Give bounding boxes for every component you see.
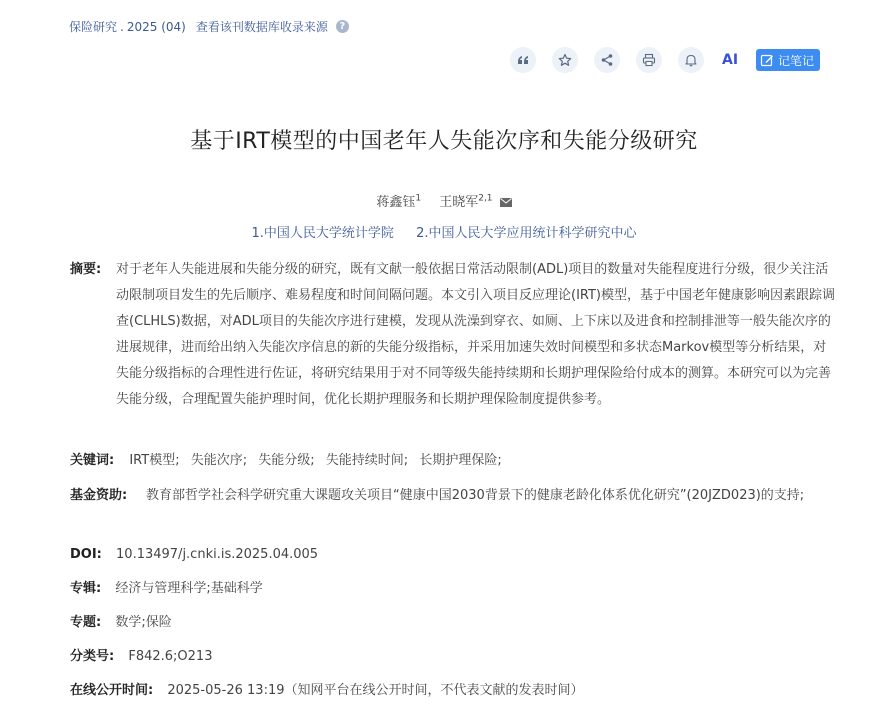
quote-icon <box>516 53 530 67</box>
edit-icon <box>760 53 774 67</box>
author-name: 王晓军 <box>439 195 479 210</box>
doi-label: DOI: <box>70 547 102 562</box>
series-label: 专辑: <box>70 581 102 596</box>
doi-value: 10.13497/j.cnki.is.2025.04.005 <box>116 547 319 562</box>
topic-value: 数学;保险 <box>115 615 172 630</box>
bell-icon <box>684 53 698 67</box>
share-icon <box>600 53 614 67</box>
author-affil-mark: 1 <box>415 193 422 204</box>
source-link[interactable]: 查看该刊数据库收录来源 <box>195 20 328 34</box>
keywords-label: 关键词: <box>70 453 115 468</box>
author-affil-mark: 2,1 <box>478 193 493 204</box>
ai-button[interactable]: AI <box>722 52 739 68</box>
help-icon[interactable]: ? <box>336 20 349 33</box>
series-row <box>70 579 263 599</box>
abstract-text: 对于老年人失能进展和失能分级的研究，既有文献一般依据日常活动限制(ADL)项目的数量对失能程度进行分级，很少关注活动限制项目发生的先后顺序、难易程度和时间间隔问题。本文引入项目反应理论(IRT)模型，基于中国老年健康影响因素跟踪调查(CLHLS)数据，对ADL项目的失能次序进行建模，发现从洗澡到穿衣、如厕、上下床以及进食和控制排泄等一般失能次序的进展规律，进而给出纳入失能次序信息的新的失能分级指标，并采用加速失效时间模型和多状态Markov模型等分析结果，对失能分级指标的合理性进行佐证，将研究结果用于对不同等级失能持续期和长期护理保险给付成本的测算。本研究可以为完善失能分级，合理配置失能护理时间，优化长期护理服务和长期护理保险制度提供参考。 <box>116 262 836 407</box>
mail-icon[interactable] <box>500 198 512 207</box>
print-button[interactable] <box>636 47 662 73</box>
abstract-section <box>70 257 835 413</box>
keyword-link[interactable]: 长期护理保险; <box>419 453 502 468</box>
affiliation-link[interactable]: 1.中国人民大学统计学院 <box>251 226 394 241</box>
affiliation-link[interactable]: 2.中国人民大学应用统计科学研究中心 <box>416 226 637 241</box>
affiliation-list <box>0 222 888 241</box>
toolbar <box>510 47 820 73</box>
online-date-value: 2025-05-26 13:19（知网平台在线公开时间，不代表文献的发表时间） <box>167 683 584 698</box>
share-button[interactable] <box>594 47 620 73</box>
online-date-row <box>70 681 584 701</box>
keywords-section <box>70 449 509 468</box>
series-value: 经济与管理科学;基础科学 <box>115 581 263 596</box>
notify-button[interactable] <box>678 47 704 73</box>
topic-label: 专题: <box>70 615 102 630</box>
issue-link[interactable]: 2025 (04) <box>126 19 186 34</box>
classification-row <box>70 647 212 667</box>
keyword-link[interactable]: 失能分级; <box>258 453 315 468</box>
author-link[interactable] <box>376 195 421 210</box>
online-date-label: 在线公开时间: <box>70 683 154 698</box>
take-note-button[interactable] <box>756 49 820 71</box>
article-title: 基于IRT模型的中国老年人失能次序和失能分级研究 <box>190 129 698 154</box>
abstract-label: 摘要: <box>70 262 102 277</box>
take-note-label: 记笔记 <box>778 53 815 68</box>
fund-section <box>70 483 835 509</box>
topic-row <box>70 613 172 633</box>
keyword-link[interactable]: IRT模型; <box>129 453 180 468</box>
keyword-link[interactable]: 失能持续时间; <box>325 453 409 468</box>
quote-button[interactable] <box>510 47 536 73</box>
author-list <box>0 191 888 210</box>
breadcrumb-separator: . <box>120 19 124 34</box>
author-name: 蒋鑫钰 <box>376 195 416 210</box>
journal-link[interactable]: 保险研究 <box>69 20 118 34</box>
fund-link[interactable]: 教育部哲学社会科学研究重大课题攻关项目“健康中国2030背景下的健康老龄化体系优化研究”(20JZD023)的支持; <box>146 488 805 503</box>
favorite-button[interactable] <box>552 47 578 73</box>
doi-row <box>70 545 318 565</box>
classification-value: F842.6;O213 <box>128 649 213 664</box>
keyword-link[interactable]: 失能次序; <box>190 453 248 468</box>
breadcrumb <box>69 18 349 35</box>
fund-label: 基金资助: <box>70 488 128 503</box>
classification-label: 分类号: <box>70 649 115 664</box>
star-icon <box>558 53 572 67</box>
author-link[interactable] <box>439 195 492 210</box>
print-icon <box>642 53 656 67</box>
